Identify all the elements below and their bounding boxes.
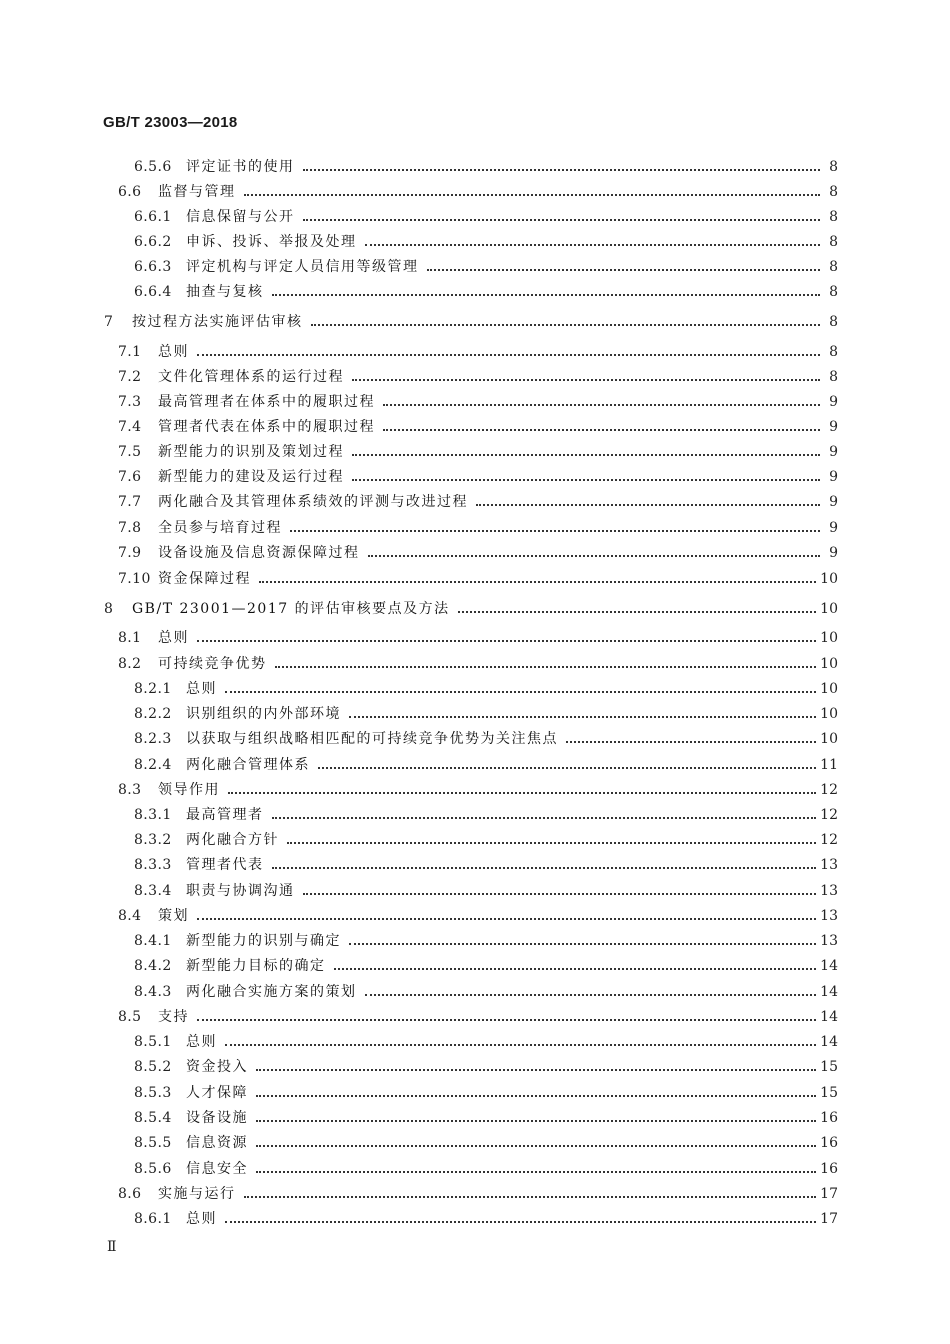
toc-entry-title: 新型能力的识别及策划过程 [158, 444, 344, 460]
toc-entry[interactable] [134, 1032, 838, 1052]
toc-dot-leader [290, 518, 820, 538]
toc-dot-leader [197, 628, 816, 648]
toc-dot-leader [256, 1108, 816, 1128]
toc-dot-leader [365, 232, 821, 252]
toc-entry[interactable] [134, 881, 838, 901]
toc-entry-title: 全员参与培育过程 [158, 520, 282, 536]
toc-entry[interactable] [104, 599, 838, 619]
toc-entry-number: 7.8 [118, 520, 142, 536]
toc-entry-page: 12 [820, 782, 838, 798]
toc-entry-page: 9 [829, 520, 838, 536]
toc-entry-page: 12 [820, 807, 838, 823]
toc-entry-number: 8.5.6 [134, 1161, 172, 1177]
toc-entry-number: 8.4.2 [134, 958, 172, 974]
toc-dot-leader [365, 982, 817, 1002]
toc-entry-number: 8.4.3 [134, 984, 172, 1000]
toc-entry-number: 7.10 [118, 571, 151, 587]
toc-entry-page: 10 [820, 601, 838, 617]
toc-dot-leader [256, 1133, 816, 1153]
toc-entry-title: 策划 [158, 908, 189, 924]
toc-entry-number: 7.3 [118, 394, 142, 410]
toc-entry-page: 8 [829, 369, 838, 385]
toc-entry[interactable] [134, 1083, 838, 1103]
toc-entry[interactable] [134, 157, 838, 177]
toc-entry-title: 信息资源 [186, 1135, 248, 1151]
toc-dot-leader [476, 492, 820, 512]
toc-entry-number: 8.3 [118, 782, 142, 798]
toc-entry-title: 支持 [158, 1009, 189, 1025]
toc-dot-leader [272, 282, 821, 302]
toc-entry[interactable] [118, 367, 838, 387]
toc-entry[interactable] [104, 312, 838, 332]
toc-entry[interactable] [118, 628, 838, 648]
toc-entry[interactable] [134, 982, 838, 1002]
toc-dot-leader [427, 257, 821, 277]
toc-entry-title: 总则 [186, 681, 217, 697]
toc-entry-title: 人才保障 [186, 1085, 248, 1101]
toc-entry-page: 10 [820, 571, 838, 587]
toc-entry-title: 最高管理者 [186, 807, 264, 823]
toc-entry-title: 文件化管理体系的运行过程 [158, 369, 344, 385]
toc-entry-page: 9 [829, 394, 838, 410]
toc-entry-page: 10 [820, 706, 838, 722]
toc-entry-page: 14 [820, 1034, 838, 1050]
toc-dot-leader [256, 1083, 816, 1103]
toc-entry[interactable] [134, 232, 838, 252]
toc-entry-number: 8.3.1 [134, 807, 172, 823]
toc-entry-title: 总则 [158, 344, 189, 360]
toc-entry-page: 16 [820, 1161, 838, 1177]
toc-entry-number: 8.5.3 [134, 1085, 172, 1101]
toc-entry-number: 8.5.4 [134, 1110, 172, 1126]
toc-entry-title: 新型能力的建设及运行过程 [158, 469, 344, 485]
toc-entry[interactable] [134, 282, 838, 302]
toc-entry-page: 17 [820, 1186, 838, 1202]
toc-entry-number: 8.6 [118, 1186, 142, 1202]
toc-entry-page: 16 [820, 1135, 838, 1151]
toc-entry[interactable] [118, 392, 838, 412]
toc-entry-title: 抽查与复核 [186, 284, 264, 300]
toc-entry-title: GB/T 23001—2017 的评估审核要点及方法 [132, 601, 450, 617]
toc-entry-page: 10 [820, 656, 838, 672]
toc-entry-page: 8 [829, 284, 838, 300]
toc-entry-number: 8.6.1 [134, 1211, 172, 1227]
toc-dot-leader [349, 931, 816, 951]
toc-entry-number: 8.1 [118, 630, 142, 646]
toc-entry[interactable] [134, 830, 838, 850]
toc-entry-number: 7 [104, 314, 114, 330]
toc-entry-title: 监督与管理 [158, 184, 236, 200]
toc-entry-page: 11 [820, 757, 838, 773]
toc-entry-title: 管理者代表在体系中的履职过程 [158, 419, 375, 435]
toc-entry[interactable] [118, 569, 838, 589]
toc-dot-leader [303, 207, 821, 227]
toc-dot-leader [311, 312, 821, 332]
toc-entry-number: 8.3.2 [134, 832, 172, 848]
toc-entry[interactable] [118, 906, 838, 926]
toc-entry-page: 13 [820, 908, 838, 924]
toc-entry-title: 两化融合及其管理体系绩效的评测与改进过程 [158, 494, 468, 510]
toc-entry-page: 9 [829, 469, 838, 485]
toc-entry-title: 按过程方法实施评估审核 [132, 314, 303, 330]
toc-dot-leader [244, 182, 821, 202]
toc-entry-number: 8.5.5 [134, 1135, 172, 1151]
toc-entry[interactable] [134, 679, 838, 699]
toc-entry-title: 评定证书的使用 [186, 159, 295, 175]
toc-entry-page: 8 [829, 344, 838, 360]
toc-entry-page: 8 [829, 314, 838, 330]
toc-entry-number: 8.4 [118, 908, 142, 924]
toc-entry[interactable] [134, 855, 838, 875]
toc-entry-title: 新型能力目标的确定 [186, 958, 326, 974]
toc-dot-leader [225, 1032, 816, 1052]
toc-dot-leader [303, 881, 817, 901]
toc-entry-number: 8.5.1 [134, 1034, 172, 1050]
toc-dot-leader [228, 780, 816, 800]
toc-entry-page: 8 [829, 184, 838, 200]
toc-entry-title: 以获取与组织战略相匹配的可持续竞争优势为关注焦点 [186, 731, 558, 747]
toc-entry-number: 6.6.1 [134, 209, 172, 225]
toc-dot-leader [383, 392, 820, 412]
toc-entry[interactable] [118, 518, 838, 538]
toc-entry[interactable] [134, 755, 838, 775]
toc-entry-number: 8.5 [118, 1009, 142, 1025]
toc-entry[interactable] [118, 442, 838, 462]
toc-entry[interactable] [134, 805, 838, 825]
toc-entry-number: 7.1 [118, 344, 142, 360]
toc-entry-title: 总则 [186, 1034, 217, 1050]
toc-entry[interactable] [134, 1108, 838, 1128]
toc-dot-leader [244, 1184, 817, 1204]
toc-dot-leader [334, 956, 817, 976]
toc-entry-number: 7.4 [118, 419, 142, 435]
toc-entry-page: 8 [829, 259, 838, 275]
toc-entry-number: 8.2.1 [134, 681, 172, 697]
document-id-header: GB/T 23003—2018 [103, 114, 238, 131]
toc-entry-page: 10 [820, 731, 838, 747]
toc-entry-page: 15 [820, 1085, 838, 1101]
toc-entry-title: 领导作用 [158, 782, 220, 798]
toc-dot-leader [352, 367, 820, 387]
toc-entry-title: 两化融合管理体系 [186, 757, 310, 773]
toc-entry-number: 7.6 [118, 469, 142, 485]
toc-entry-number: 8.3.3 [134, 857, 172, 873]
toc-entry-number: 6.6 [118, 184, 142, 200]
toc-dot-leader [383, 417, 820, 437]
toc-entry-page: 14 [820, 1009, 838, 1025]
page-number-footer: Ⅱ [107, 1239, 117, 1255]
toc-entry-page: 14 [820, 958, 838, 974]
toc-entry-number: 6.6.2 [134, 234, 172, 250]
toc-entry-title: 两化融合实施方案的策划 [186, 984, 357, 1000]
toc-entry[interactable] [134, 1159, 838, 1179]
toc-entry-title: 管理者代表 [186, 857, 264, 873]
toc-entry-title: 资金保障过程 [158, 571, 251, 587]
toc-entry[interactable] [118, 1007, 838, 1027]
toc-entry[interactable] [134, 704, 838, 724]
toc-entry-number: 8 [104, 601, 114, 617]
toc-entry-title: 信息安全 [186, 1161, 248, 1177]
toc-entry-title: 识别组织的内外部环境 [186, 706, 341, 722]
toc-entry[interactable] [118, 417, 838, 437]
toc-dot-leader [275, 654, 817, 674]
toc-entry[interactable] [118, 543, 838, 563]
toc-dot-leader [352, 467, 820, 487]
toc-dot-leader [349, 704, 816, 724]
toc-entry[interactable] [134, 729, 838, 749]
toc-entry-number: 6.6.4 [134, 284, 172, 300]
toc-dot-leader [352, 442, 820, 462]
toc-entry-number: 6.5.6 [134, 159, 172, 175]
toc-entry-page: 13 [820, 857, 838, 873]
toc-entry-number: 7.7 [118, 494, 142, 510]
toc-entry-number: 6.6.3 [134, 259, 172, 275]
toc-entry-page: 8 [829, 159, 838, 175]
toc-entry-title: 评定机构与评定人员信用等级管理 [186, 259, 419, 275]
toc-entry[interactable] [118, 492, 838, 512]
toc-entry-page: 10 [820, 681, 838, 697]
toc-entry-title: 可持续竞争优势 [158, 656, 267, 672]
toc-entry-page: 9 [829, 444, 838, 460]
toc-entry-title: 最高管理者在体系中的履职过程 [158, 394, 375, 410]
toc-entry-title: 总则 [158, 630, 189, 646]
toc-entry-page: 16 [820, 1110, 838, 1126]
toc-dot-leader [225, 679, 816, 699]
toc-entry[interactable] [118, 780, 838, 800]
toc-dot-leader [197, 342, 820, 362]
toc-entry-title: 设备设施 [186, 1110, 248, 1126]
toc-entry-title: 申诉、投诉、举报及处理 [186, 234, 357, 250]
toc-entry-number: 7.5 [118, 444, 142, 460]
toc-entry-page: 9 [829, 494, 838, 510]
toc-dot-leader [272, 855, 817, 875]
toc-entry-title: 设备设施及信息资源保障过程 [158, 545, 360, 561]
toc-entry-page: 15 [820, 1059, 838, 1075]
toc-dot-leader [256, 1159, 816, 1179]
toc-entry-page: 14 [820, 984, 838, 1000]
toc-entry[interactable] [134, 931, 838, 951]
toc-dot-leader [303, 157, 821, 177]
toc-entry[interactable] [134, 956, 838, 976]
toc-dot-leader [272, 805, 817, 825]
toc-dot-leader [566, 729, 816, 749]
toc-dot-leader [458, 599, 817, 619]
toc-entry-page: 17 [820, 1211, 838, 1227]
toc-entry[interactable] [118, 1184, 838, 1204]
toc-dot-leader [197, 906, 816, 926]
toc-dot-leader [318, 755, 816, 775]
toc-entry-page: 8 [829, 209, 838, 225]
toc-entry-number: 7.2 [118, 369, 142, 385]
toc-entry[interactable] [134, 1133, 838, 1153]
toc-entry[interactable] [118, 654, 838, 674]
toc-entry-page: 12 [820, 832, 838, 848]
toc-dot-leader [287, 830, 816, 850]
toc-entry-title: 两化融合方针 [186, 832, 279, 848]
toc-entry[interactable] [118, 182, 838, 202]
toc-entry[interactable] [134, 1209, 838, 1229]
toc-dot-leader [197, 1007, 816, 1027]
toc-entry-number: 7.9 [118, 545, 142, 561]
toc-dot-leader [256, 1057, 816, 1077]
toc-entry-number: 8.5.2 [134, 1059, 172, 1075]
toc-dot-leader [368, 543, 821, 563]
toc-entry-title: 新型能力的识别与确定 [186, 933, 341, 949]
toc-entry-title: 实施与运行 [158, 1186, 236, 1202]
toc-entry-page: 9 [829, 419, 838, 435]
toc-entry-number: 8.3.4 [134, 883, 172, 899]
toc-entry[interactable] [134, 257, 838, 277]
toc-entry-page: 8 [829, 234, 838, 250]
toc-dot-leader [225, 1209, 816, 1229]
toc-entry-page: 13 [820, 883, 838, 899]
toc-entry-page: 9 [829, 545, 838, 561]
toc-entry[interactable] [118, 342, 838, 362]
toc-entry-number: 8.2.4 [134, 757, 172, 773]
toc-entry-number: 8.4.1 [134, 933, 172, 949]
toc-entry-number: 8.2.3 [134, 731, 172, 747]
toc-entry-title: 总则 [186, 1211, 217, 1227]
toc-dot-leader [259, 569, 816, 589]
toc-entry[interactable] [134, 1057, 838, 1077]
toc-entry-title: 信息保留与公开 [186, 209, 295, 225]
toc-entry-number: 8.2 [118, 656, 142, 672]
toc-entry-page: 10 [820, 630, 838, 646]
toc-entry[interactable] [118, 467, 838, 487]
toc-entry-title: 资金投入 [186, 1059, 248, 1075]
toc-entry-page: 13 [820, 933, 838, 949]
toc-entry-title: 职责与协调沟通 [186, 883, 295, 899]
toc-entry-number: 8.2.2 [134, 706, 172, 722]
toc-entry[interactable] [134, 207, 838, 227]
